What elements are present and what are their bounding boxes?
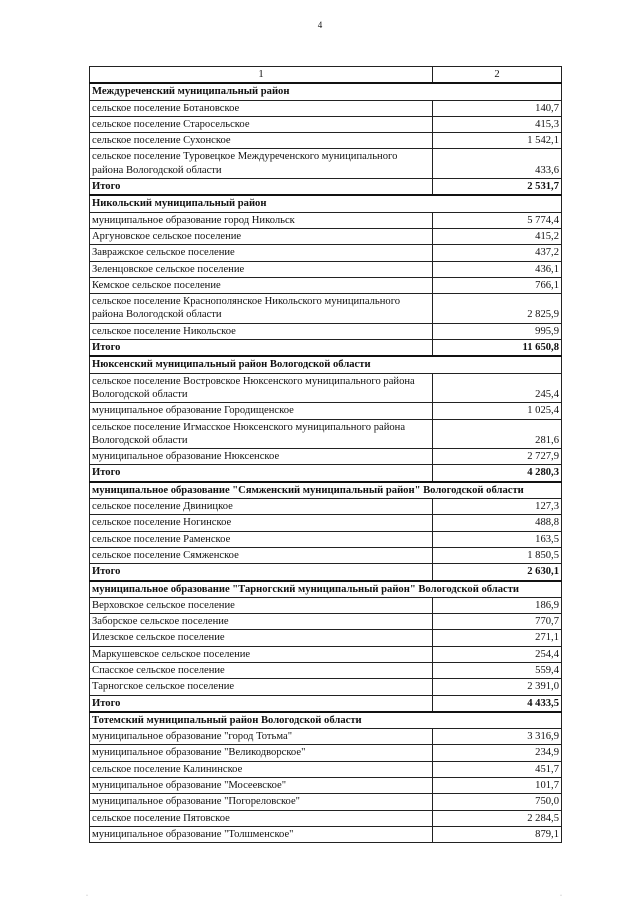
total-label: Итого bbox=[90, 564, 433, 581]
row-value: 433,6 bbox=[433, 149, 562, 179]
row-value: 415,2 bbox=[433, 228, 562, 244]
table-row bbox=[90, 547, 562, 563]
section-header-row bbox=[90, 581, 562, 598]
row-name: муниципальное образование Нюксенское bbox=[90, 449, 433, 465]
table-row bbox=[90, 597, 562, 613]
row-value: 186,9 bbox=[433, 597, 562, 613]
row-value: 234,9 bbox=[433, 745, 562, 761]
header-col-1: 1 bbox=[90, 67, 433, 84]
total-row bbox=[90, 340, 562, 357]
row-name: сельское поселение Раменское bbox=[90, 531, 433, 547]
row-name: сельское поселение Ногинское bbox=[90, 515, 433, 531]
row-value: 436,1 bbox=[433, 261, 562, 277]
table-row bbox=[90, 149, 562, 179]
section-title: Нюксенский муниципальный район Вологодской области bbox=[90, 356, 562, 373]
budget-table bbox=[89, 66, 562, 843]
table-row bbox=[90, 294, 562, 324]
row-value: 879,1 bbox=[433, 826, 562, 842]
section-header-row bbox=[90, 83, 562, 100]
table-header-row bbox=[90, 67, 562, 84]
row-value: 2 727,9 bbox=[433, 449, 562, 465]
row-name: муниципальное образование "Великодворское" bbox=[90, 745, 433, 761]
row-name: Илезское сельское поселение bbox=[90, 630, 433, 646]
row-value: 488,8 bbox=[433, 515, 562, 531]
table-row bbox=[90, 662, 562, 678]
table-row bbox=[90, 745, 562, 761]
page-number: 4 bbox=[317, 20, 323, 30]
row-value: 3 316,9 bbox=[433, 729, 562, 745]
table-body bbox=[90, 67, 562, 843]
row-name: сельское поселение Никольское bbox=[90, 323, 433, 339]
row-value: 1 542,1 bbox=[433, 133, 562, 149]
total-row bbox=[90, 465, 562, 482]
section-title: Междуреченский муниципальный район bbox=[90, 83, 562, 100]
row-value: 451,7 bbox=[433, 761, 562, 777]
section-header-row bbox=[90, 356, 562, 373]
row-value: 2 825,9 bbox=[433, 294, 562, 324]
row-name: сельское поселение Двиницкое bbox=[90, 499, 433, 515]
row-value: 101,7 bbox=[433, 778, 562, 794]
row-value: 163,5 bbox=[433, 531, 562, 547]
row-value: 2 391,0 bbox=[433, 679, 562, 695]
table-row bbox=[90, 245, 562, 261]
row-name: Аргуновское сельское поселение bbox=[90, 228, 433, 244]
table-row bbox=[90, 646, 562, 662]
table-row bbox=[90, 826, 562, 842]
row-value: 127,3 bbox=[433, 499, 562, 515]
row-name: Заборское сельское поселение bbox=[90, 614, 433, 630]
row-name: муниципальное образование Городищенское bbox=[90, 403, 433, 419]
row-name: муниципальное образование "Мосеевское" bbox=[90, 778, 433, 794]
section-title: Никольский муниципальный район bbox=[90, 195, 562, 212]
total-label: Итого bbox=[90, 695, 433, 712]
table-row bbox=[90, 133, 562, 149]
row-name: сельское поселение Востровское Нюксенского муниципального района Вологодской области bbox=[90, 373, 433, 403]
row-name: сельское поселение Краснополянское Никольского муниципального района Вологодской области bbox=[90, 294, 433, 324]
table-row bbox=[90, 277, 562, 293]
table-row bbox=[90, 778, 562, 794]
total-value: 4 433,5 bbox=[433, 695, 562, 712]
row-value: 1 025,4 bbox=[433, 403, 562, 419]
row-value: 281,6 bbox=[433, 419, 562, 449]
table-row bbox=[90, 499, 562, 515]
total-row bbox=[90, 695, 562, 712]
table-row bbox=[90, 449, 562, 465]
table-row bbox=[90, 614, 562, 630]
section-title: Тотемский муниципальный район Вологодской области bbox=[90, 712, 562, 729]
row-value: 245,4 bbox=[433, 373, 562, 403]
row-value: 995,9 bbox=[433, 323, 562, 339]
total-value: 2 531,7 bbox=[433, 179, 562, 196]
section-title: муниципальное образование "Сямженский муниципальный район" Вологодской области bbox=[90, 482, 562, 499]
row-name: муниципальное образование "Толшменское" bbox=[90, 826, 433, 842]
row-name: сельское поселение Сямженское bbox=[90, 547, 433, 563]
table-row bbox=[90, 630, 562, 646]
table-row bbox=[90, 419, 562, 449]
row-value: 5 774,4 bbox=[433, 212, 562, 228]
row-name: Маркушевское сельское поселение bbox=[90, 646, 433, 662]
header-col-2: 2 bbox=[433, 67, 562, 84]
table-row bbox=[90, 261, 562, 277]
total-row bbox=[90, 564, 562, 581]
row-value: 140,7 bbox=[433, 100, 562, 116]
total-label: Итого bbox=[90, 465, 433, 482]
table-row bbox=[90, 212, 562, 228]
row-name: Зеленцовское сельское поселение bbox=[90, 261, 433, 277]
row-name: Тарногское сельское поселение bbox=[90, 679, 433, 695]
row-value: 770,7 bbox=[433, 614, 562, 630]
table-row bbox=[90, 810, 562, 826]
total-value: 4 280,3 bbox=[433, 465, 562, 482]
row-name: сельское поселение Пятовское bbox=[90, 810, 433, 826]
table-row bbox=[90, 403, 562, 419]
total-value: 11 650,8 bbox=[433, 340, 562, 357]
row-value: 750,0 bbox=[433, 794, 562, 810]
margin-mark-right: · bbox=[560, 893, 562, 899]
row-name: муниципальное образование "город Тотьма" bbox=[90, 729, 433, 745]
table-row bbox=[90, 323, 562, 339]
row-name: Верховское сельское поселение bbox=[90, 597, 433, 613]
section-header-row bbox=[90, 482, 562, 499]
table-row bbox=[90, 531, 562, 547]
row-name: муниципальное образование город Никольск bbox=[90, 212, 433, 228]
row-name: сельское поселение Туровецкое Междуреченского муниципального района Вологодской области bbox=[90, 149, 433, 179]
section-header-row bbox=[90, 195, 562, 212]
total-label: Итого bbox=[90, 179, 433, 196]
row-name: сельское поселение Игмасское Нюксенского муниципального района Вологодской области bbox=[90, 419, 433, 449]
section-header-row bbox=[90, 712, 562, 729]
table-row bbox=[90, 228, 562, 244]
total-value: 2 630,1 bbox=[433, 564, 562, 581]
row-value: 766,1 bbox=[433, 277, 562, 293]
row-name: Спасское сельское поселение bbox=[90, 662, 433, 678]
row-value: 1 850,5 bbox=[433, 547, 562, 563]
row-value: 254,4 bbox=[433, 646, 562, 662]
section-title: муниципальное образование "Тарногский муниципальный район" Вологодской области bbox=[90, 581, 562, 598]
row-name: сельское поселение Калининское bbox=[90, 761, 433, 777]
total-label: Итого bbox=[90, 340, 433, 357]
table-row bbox=[90, 373, 562, 403]
total-row bbox=[90, 179, 562, 196]
table-row bbox=[90, 679, 562, 695]
table-row bbox=[90, 116, 562, 132]
table-row bbox=[90, 729, 562, 745]
row-name: Завражское сельское поселение bbox=[90, 245, 433, 261]
row-value: 437,2 bbox=[433, 245, 562, 261]
table-row bbox=[90, 100, 562, 116]
table-row bbox=[90, 761, 562, 777]
row-name: Кемское сельское поселение bbox=[90, 277, 433, 293]
row-value: 2 284,5 bbox=[433, 810, 562, 826]
row-name: сельское поселение Сухонское bbox=[90, 133, 433, 149]
table-row bbox=[90, 794, 562, 810]
table-row bbox=[90, 515, 562, 531]
row-name: муниципальное образование "Погореловское" bbox=[90, 794, 433, 810]
row-value: 415,3 bbox=[433, 116, 562, 132]
row-name: сельское поселение Ботановское bbox=[90, 100, 433, 116]
margin-mark-left: · bbox=[86, 893, 88, 899]
row-value: 271,1 bbox=[433, 630, 562, 646]
row-value: 559,4 bbox=[433, 662, 562, 678]
row-name: сельское поселение Старосельское bbox=[90, 116, 433, 132]
